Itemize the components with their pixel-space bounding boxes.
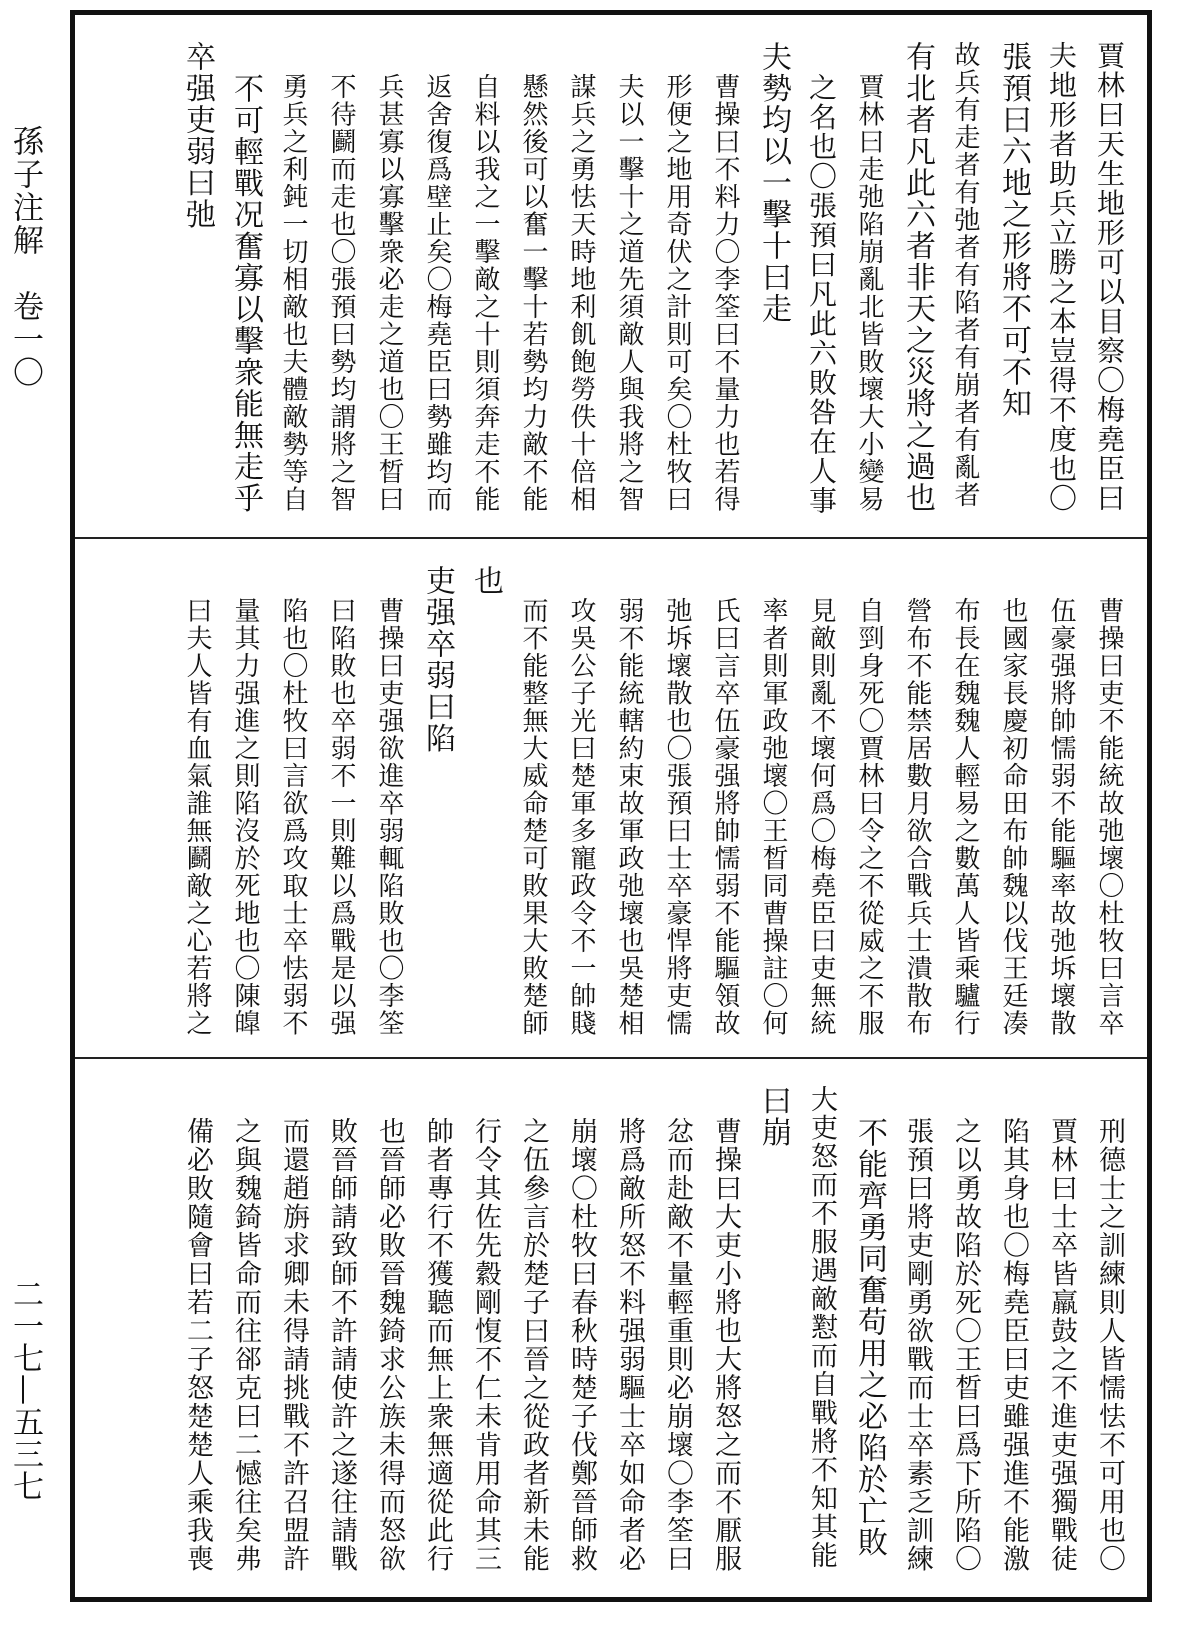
text-column: 之名也〇張預曰凡此六敗咎在人事 (805, 73, 838, 516)
text-column: 不能齊勇同奮苟用之必陷於亡敗 (852, 1117, 887, 1558)
text-column: 弛坼壞散也〇張預曰士卒豪悍將吏懦 (662, 597, 692, 1037)
text-column: 曹操曰不料力〇李筌曰不量力也若得 (710, 73, 740, 513)
margin-page-number: 二一七—五三七 (7, 1278, 43, 1502)
text-column: 賈林曰天生地形可以目察〇梅堯臣曰 (1093, 41, 1126, 513)
text-column: 崩壞〇杜牧曰春秋時楚子伐鄭晉師救 (566, 1117, 597, 1573)
text-column: 不待鬬而走也〇張預曰勢均謂將之智 (326, 73, 356, 513)
text-column: 夫勢均以一擊十曰走 (756, 41, 791, 325)
text-column: 卒强吏弱曰弛 (180, 41, 215, 230)
text-columns (101, 565, 1133, 1041)
text-column: 形便之地用奇伏之計則可矣〇杜牧曰 (662, 73, 692, 513)
text-section-top (75, 15, 1147, 533)
text-column: 曹操曰吏不能統故弛壞〇杜牧曰言卒 (1094, 597, 1124, 1037)
text-column: 自剄身死〇賈林曰令之不從威之不服 (854, 597, 884, 1037)
text-column: 懸然後可以奮一擊十若勢均力敵不能 (518, 73, 548, 513)
text-column: 賈林曰士卒皆羸鼓之不進吏强獨戰徒 (1046, 1117, 1077, 1573)
text-column: 忿而赴敵不量輕重則必崩壞〇李筌曰 (662, 1117, 693, 1573)
text-columns (101, 41, 1133, 519)
text-column: 不可輕戰况奮寡以擊衆能無走乎 (228, 73, 263, 514)
text-column: 張預曰將吏剛勇欲戰而士卒素乏訓練 (902, 1117, 933, 1573)
text-column: 率者則軍政弛壞〇王晳同曹操註〇何 (758, 597, 788, 1037)
text-column: 之伍參言於楚子曰晉之從政者新未能 (518, 1117, 549, 1573)
text-column: 勇兵之利鈍一切相敵也夫體敵勢等自 (278, 73, 308, 513)
text-column: 見敵則亂不壞何爲〇梅堯臣曰吏無統 (806, 597, 836, 1037)
text-column: 伍豪强將帥懦弱不能驅率故弛坼壞散 (1046, 597, 1076, 1037)
text-column: 之與魏錡皆命而往郤克曰二憾往矣弗 (230, 1117, 261, 1573)
text-column: 曰崩 (756, 1085, 791, 1148)
text-column: 攻吳公子光曰楚軍多寵政令不一帥賤 (566, 597, 596, 1037)
text-column: 刑德士之訓練則人皆懦怯不可用也〇 (1094, 1117, 1125, 1573)
text-column: 而不能整無大威命楚可敗果大敗楚師 (518, 597, 548, 1037)
text-column: 敗晉師請致師不許請使許之遂往請戰 (326, 1117, 357, 1573)
text-column: 陷也〇杜牧曰言欲爲攻取士卒怯弱不 (278, 597, 308, 1037)
text-column: 氏曰言卒伍豪强將帥懦弱不能驅領故 (710, 597, 740, 1037)
text-column: 夫以一擊十之道先須敵人與我將之智 (614, 73, 644, 513)
margin-book-title: 孫子注解 卷一〇 (7, 125, 43, 389)
text-column: 帥者專行不獲聽而無上衆無適從此行 (422, 1117, 453, 1573)
text-column: 營布不能禁居數月欲合戰兵士潰散布 (902, 597, 932, 1037)
text-column: 夫地形者助兵立勝之本豈得不度也〇 (1045, 41, 1078, 513)
text-column: 也晉師必敗晉魏錡求公族未得而怒欲 (374, 1117, 405, 1573)
text-column: 張預曰六地之形將不可不知 (996, 41, 1031, 419)
text-column: 謀兵之勇怯天時地利飢飽勞佚十倍相 (566, 73, 596, 513)
text-column: 賈林曰走弛陷崩亂北皆敗壞大小變易 (854, 73, 884, 513)
text-column: 故兵有走者有弛者有陷者有崩者有亂者 (950, 41, 980, 509)
text-column: 備必敗隨會曰若二子怒楚楚人乘我喪 (182, 1117, 213, 1573)
text-column: 也 (468, 565, 503, 597)
text-column: 量其力强進之則陷沒於死地也〇陳皥 (230, 597, 260, 1037)
text-columns (101, 1085, 1133, 1583)
text-column: 自料以我之一擊敵之十則須奔走不能 (470, 73, 500, 513)
text-column: 吏强卒弱曰陷 (420, 565, 455, 754)
text-column: 曹操曰吏强欲進卒弱輒陷敗也〇李筌 (374, 597, 404, 1037)
text-column: 有北者凡此六者非天之災將之過也 (900, 41, 935, 514)
text-column: 行令其佐先縠剛愎不仁未肯用命其三 (470, 1117, 501, 1573)
text-column: 也國家長慶初命田布帥魏以伐王廷凑 (998, 597, 1028, 1037)
text-column: 陷其身也〇梅堯臣曰吏雖强進不能激 (998, 1117, 1029, 1573)
text-column: 布長在魏魏人輕易之數萬人皆乘驢行 (950, 597, 980, 1037)
text-column: 弱不能統轄約束故軍政弛壞也吳楚相 (614, 597, 644, 1037)
text-column: 而還趙旃求卿未得請挑戰不許召盟許 (278, 1117, 309, 1573)
text-column: 曹操曰大吏小將也大將怒之而不厭服 (710, 1117, 741, 1573)
text-column: 之以勇故陷於死〇王晳曰爲下所陷〇 (950, 1117, 981, 1573)
text-column: 大吏怒而不服遇敵懟而自戰將不知其能 (806, 1085, 837, 1570)
text-section-middle (75, 537, 1147, 1055)
text-column: 曰陷敗也卒弱不一則難以爲戰是以强 (326, 597, 356, 1037)
text-column: 將爲敵所怒不料强弱驅士卒如命者必 (614, 1117, 645, 1573)
text-column: 兵甚寡以寡擊衆必走之道也〇王晳曰 (374, 73, 404, 513)
text-column: 返舍復爲壁止矣〇梅堯臣曰勢雖均而 (422, 73, 452, 513)
page-frame (70, 10, 1152, 1602)
text-column: 曰夫人皆有血氣誰無鬬敵之心若將之 (182, 597, 212, 1037)
text-section-bottom (75, 1057, 1147, 1597)
